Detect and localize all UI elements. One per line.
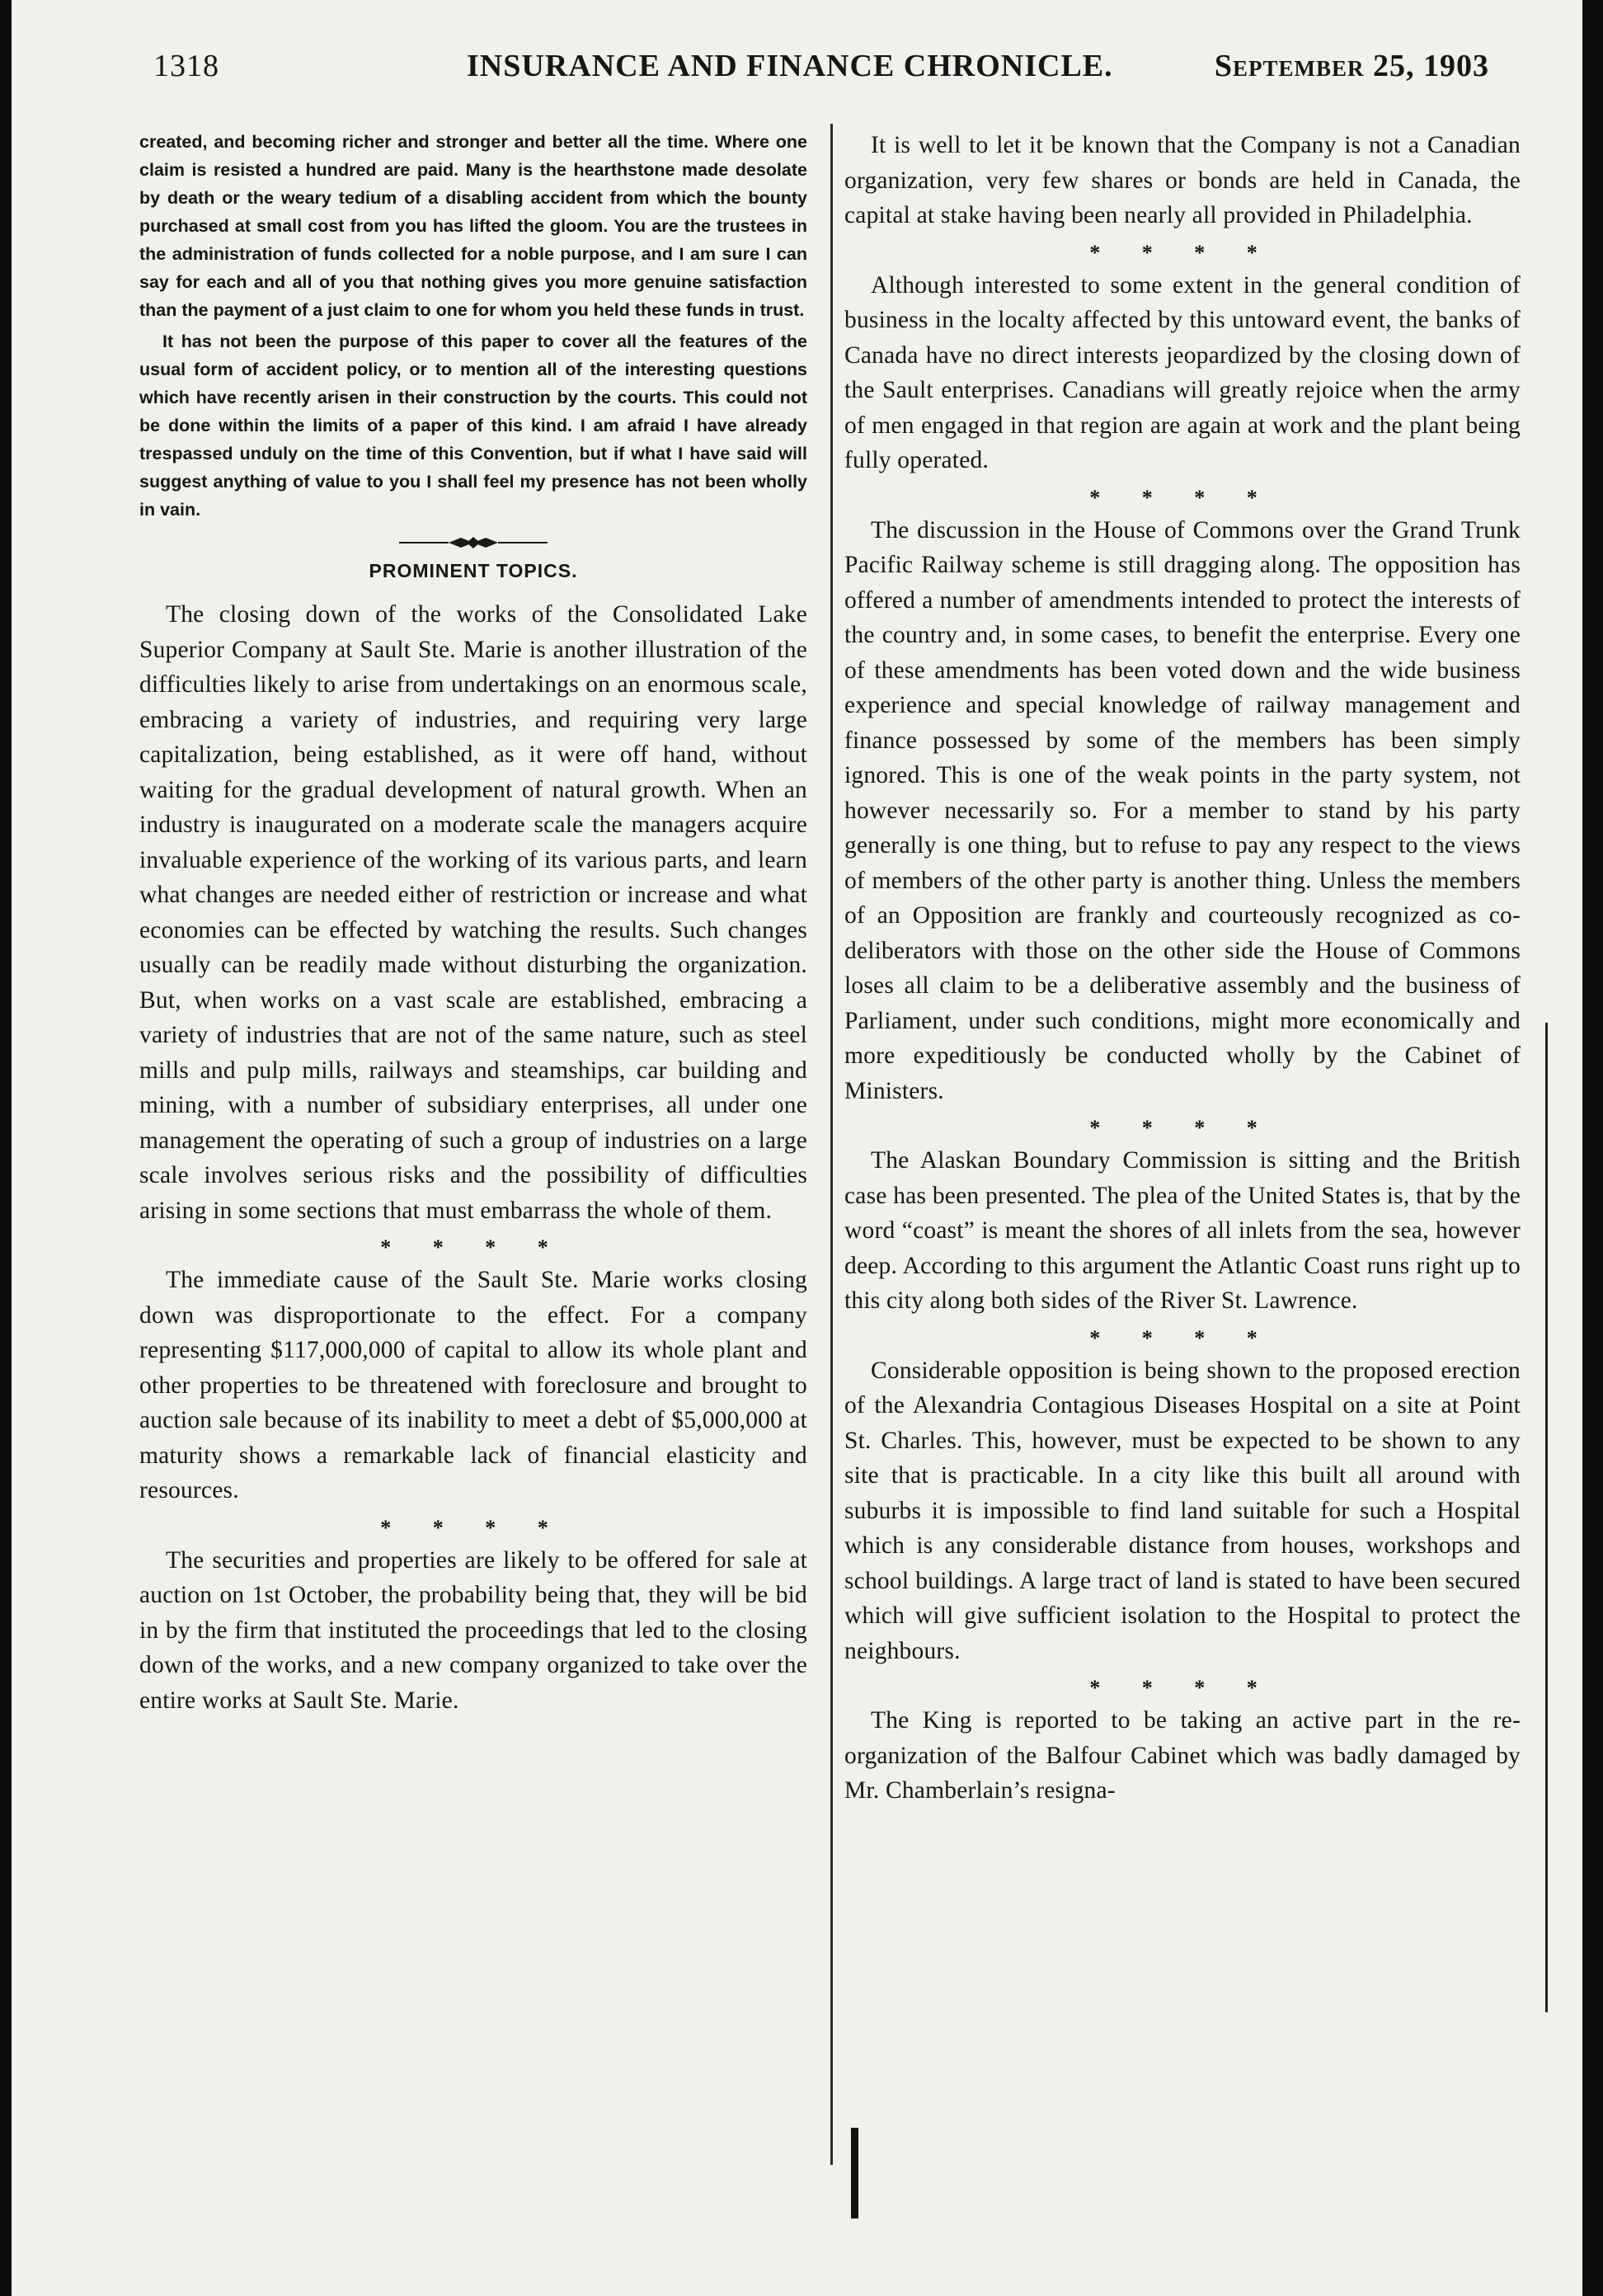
left-column (139, 128, 807, 1723)
right-column (844, 128, 1521, 1814)
article-paragraph: It has not been the purpose of this paper to cover all the features of the usual form of accident policy, or to mention all of the interesting questions which have recently arisen in their construction by the courts. This could not be done within the limits of a paper of this kind. I am afraid I have already trespassed unduly on the time of this Convention, but if what I have said will suggest anything of value to you I shall feel my presence has not been wholly in vain. (139, 332, 807, 520)
topic-paragraph: The closing down of the works of the Consolidated Lake Superior Company at Sault Ste. Marie is another illustration of the difficulties likely to arise from undertakings on an enormous scale, embracing a variety of industries, and requiring very large capitalization, being established, as it were off hand, without waiting for the gradual development of natural growth. When an industry is inaugurated on a moderate scale the managers acquire invaluable experience of the working of its various parts, and learn what changes are needed either of restriction or increase and what economies can be effected by watching the results. Such changes usually can be readily made without disturbing the organization. But, when works on a vast scale are established, embracing a variety of industries that are not of the same nature, such as steel mills and pulp mills, railways and steamships, car building and mining, with a number of subsidiary enterprises, all under one management the operating of such a group of industries on a large scale involves serious risks and the possibility of difficulties arising in some sections that must embarrass the whole of them. (139, 601, 807, 1224)
ornament-divider (139, 534, 807, 555)
column-divider-heavy (851, 2128, 858, 2218)
separator-stars: * * * * (1089, 485, 1276, 510)
page-edge-rule (1545, 1023, 1548, 2012)
issue-date: September 25, 1903 (1214, 49, 1489, 83)
topic-paragraph: The discussion in the House of Commons over the Grand Trunk Pacific Railway scheme is still dragging along. The opposition has offered a number of amendments intended to protect the interests of the country and, in some cases, to benefit the enterprise. Every one of these amendments has been voted down and the wide business experience and special knowledge of railway management and finance possessed by some of the members has been simply ignored. This is one of the weak points in the party system, not however necessarily so. For a member to stand by his party generally is one thing, but to refuse to pay any respect to the views of members of the other party is another thing. Unless the members of an Opposition are frankly and courteously recognized as co-deliberators with those on the other side the House of Commons loses all claim to be a deliberative assembly and the business of Parliament, under such conditions, might more economically and more expeditiously be conducted wholly by the Cabinet of Ministers. (844, 516, 1521, 1104)
separator-stars: * * * * (380, 1515, 566, 1540)
separator-stars: * * * * (1089, 240, 1276, 265)
topic-paragraph: The securities and properties are likely to be offered for sale at auction on 1st October, the probability being that, they will be bid in by the firm that instituted the proceedings that led to the closing down of the works, and a new company organized to take over the entire works at Sault Ste. Marie. (139, 1546, 807, 1714)
separator-stars: * * * * (1089, 1116, 1276, 1140)
topic-paragraph: The immediate cause of the Sault Ste. Marie works closing down was disproportionate to the effect. For a company representing $117,000,000 of capital to allow its whole plant and other properties to be threatened with foreclosure and brought to auction sale because of its inability to meet a debt of $5,000,000 at maturity shows a remarkable lack of financial elasticity and resources. (139, 1267, 807, 1503)
page-header (153, 48, 1489, 97)
topic-paragraph: It is well to let it be known that the Company is not a Canadian organization, very few shares or bonds are held in Canada, the capital at stake having been nearly all provided in Philadelphia. (844, 132, 1521, 228)
section-heading: PROMINENT TOPICS. (369, 560, 578, 581)
publication-title: INSURANCE AND FINANCE CHRONICLE. (467, 49, 1113, 83)
article-paragraph: created, and becoming richer and stronger and better all the time. Where one claim is resisted a hundred are paid. Many is the hearthstone made desolate by death or the weary tedium of a disabling accident from which the bounty purchased at small cost from you has lifted the gloom. You are the trustees in the administration of funds collected for a noble purpose, and I am sure I can say for each and all of you that nothing gives you more genuine satisfaction than the payment of a just claim to one for whom you held these funds in trust. (139, 132, 807, 320)
newspaper-page (12, 0, 1582, 2296)
separator-stars: * * * * (1089, 1325, 1276, 1350)
topic-paragraph: The Alaskan Boundary Commission is sitting and the British case has been presented. The plea of the United States is, that by the word “coast” is meant the shores of all inlets from the sea, however deep. According to this argument the Atlantic Coast runs right up to this city along both sides of the River St. Lawrence. (844, 1147, 1521, 1314)
topic-paragraph: Although interested to some extent in the general condition of business in the localty affected by this untoward event, the banks of Canada have no direct interests jeopardized by the closing down of the Sault enterprises. Canadians will greatly rejoice when the army of men engaged in that region are again at work and the plant being fully operated. (844, 271, 1521, 473)
page-number: 1318 (153, 49, 219, 83)
topic-paragraph: The King is reported to be taking an active part in the re-organization of the Balfour Cabinet which was badly damaged by Mr. Chamberlain’s resigna- (844, 1707, 1521, 1804)
separator-stars: * * * * (380, 1235, 566, 1259)
column-divider (830, 124, 833, 2165)
separator-stars: * * * * (1089, 1676, 1276, 1700)
topic-paragraph: Considerable opposition is being shown to the proposed erection of the Alexandria Contagious Diseases Hospital on a site at Point St. Charles. This, however, must be expected to be shown to any site that is practicable. In a city like this built all around with suburbs it is impossible to find land suitable for such a Hospital which is any considerable distance from houses, workshops and school buildings. A large tract of land is stated to have been secured which will give sufficient isolation to the Hospital to protect the neighbours. (844, 1357, 1521, 1664)
